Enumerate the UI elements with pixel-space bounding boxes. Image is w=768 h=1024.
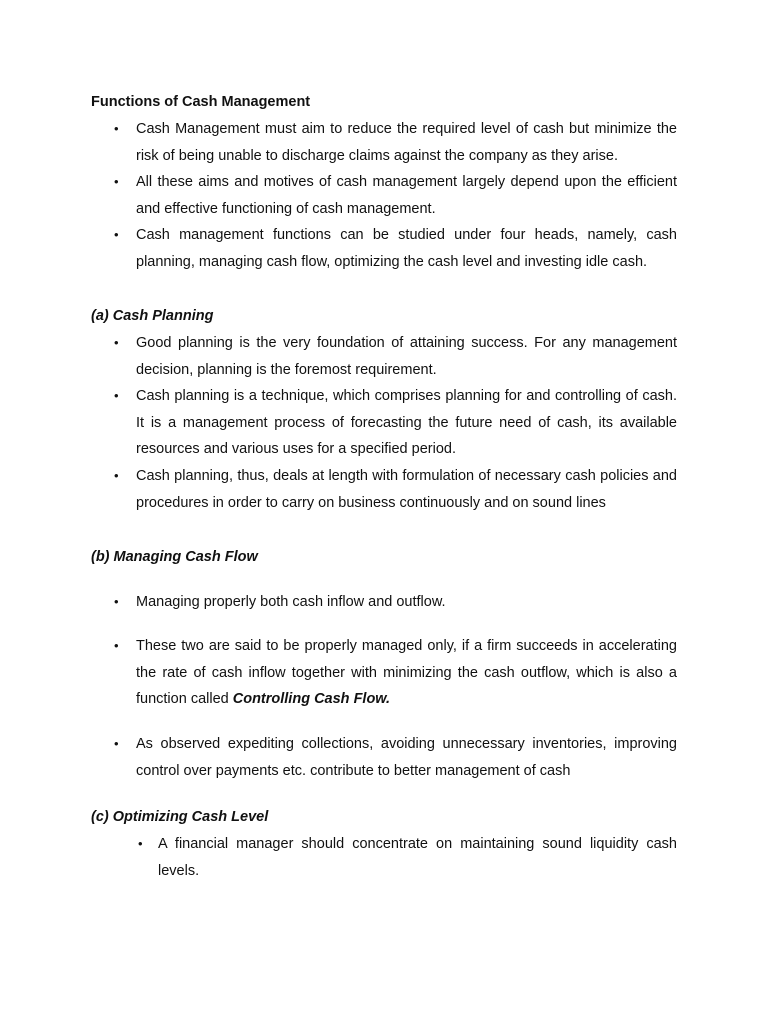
controlling-cash-flow-term: Controlling Cash Flow. [232, 691, 391, 707]
intro-bullet-3: • Cash management functions can be studied under four heads, namely, cash planning, managing cash flow, optimizing the cash level and investing idle cash. [136, 222, 677, 275]
section-a-bullet-3: • Cash planning, thus, deals at length with formulation of necessary cash policies and procedures in order to carry on business continuously and on sound lines [136, 463, 677, 516]
section-b-bullet-2-text: These two are said to be properly managed only, if a firm succeeds in accelerating the rate of cash inflow together with minimizing the cash outflow, which is also a function called [136, 638, 677, 707]
intro-bullet-1: • Cash Management must aim to reduce the required level of cash but minimize the risk of being unable to discharge claims against the company as they arise. [136, 116, 677, 169]
section-b-bullet-1: • Managing properly both cash inflow and outflow. [136, 589, 677, 616]
section-c-bullet-1: • A financial manager should concentrate on maintaining sound liquidity cash levels. [158, 831, 677, 884]
section-a-bullet-1: • Good planning is the very foundation of attaining success. For any management decision, planning is the foremost requirement. [136, 330, 677, 383]
section-b-heading: (b) Managing Cash Flow [91, 549, 258, 565]
intro-bullet-2: • All these aims and motives of cash management largely depend upon the efficient and effective functioning of cash management. [136, 169, 677, 222]
section-b-bullet-3: • As observed expediting collections, avoiding unnecessary inventories, improving control over payments etc. contribute to better management of cash [136, 731, 677, 784]
section-c-heading: (c) Optimizing Cash Level [91, 809, 269, 825]
section-a-bullet-2: • Cash planning is a technique, which comprises planning for and controlling of cash. It is a management process of forecasting the future need of cash, its available resources and various uses for a specified period. [136, 383, 677, 463]
document-title: Functions of Cash Management [91, 94, 311, 110]
section-a-heading: (a) Cash Planning [91, 308, 214, 324]
section-b-bullet-2 [136, 633, 677, 713]
